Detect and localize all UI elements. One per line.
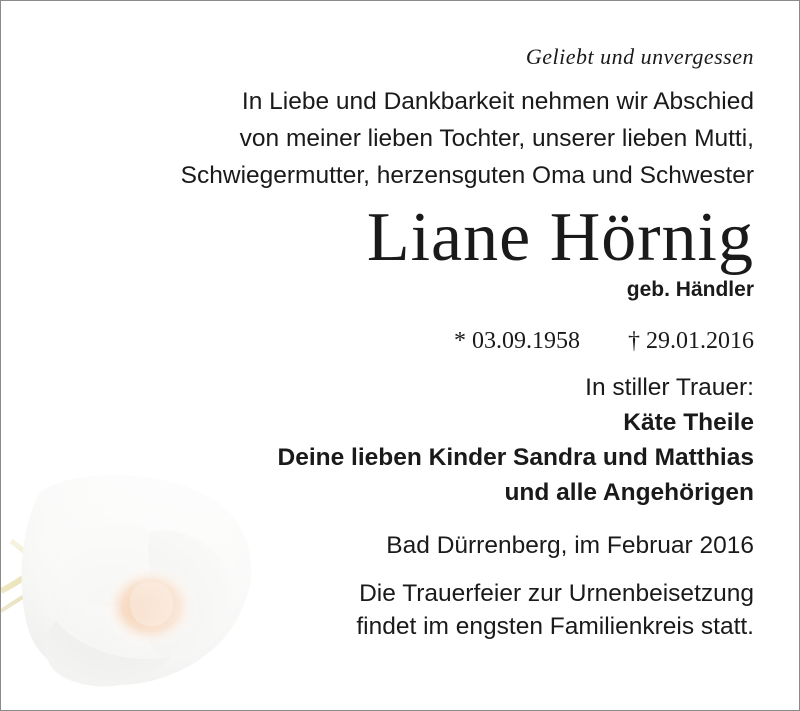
motto: Geliebt und unvergessen xyxy=(525,44,754,69)
notice-text xyxy=(54,41,754,643)
mourners-block xyxy=(54,370,754,510)
intro-line: Schwiegermutter, herzensguten Oma und Schwester xyxy=(180,162,754,189)
funeral-line: Die Trauerfeier zur Urnenbeisetzung xyxy=(359,580,754,607)
place-and-date: Bad Dürrenberg, im Februar 2016 xyxy=(386,532,754,559)
intro-text xyxy=(54,83,754,194)
life-dates xyxy=(54,324,754,358)
intro-line: In Liebe und Dankbarkeit nehmen wir Abschied xyxy=(241,88,754,115)
mourners-heading: In stiller Trauer: xyxy=(585,374,754,401)
mourner-name: Käte Theile xyxy=(623,409,754,436)
maiden-name: geb. Händler xyxy=(626,278,754,301)
birth-date: * 03.09.1958 xyxy=(454,328,580,354)
intro-line: von meiner lieben Tochter, unserer lieben Mutti, xyxy=(239,125,754,152)
funeral-line: findet im engsten Familienkreis statt. xyxy=(356,613,754,640)
mourner-name: und alle Angehörigen xyxy=(504,479,754,506)
funeral-info xyxy=(54,577,754,643)
mourner-name: Deine lieben Kinder Sandra und Matthias xyxy=(277,444,754,471)
deceased-name: Liane Hörnig xyxy=(366,199,754,276)
death-date: † 29.01.2016 xyxy=(628,328,754,354)
